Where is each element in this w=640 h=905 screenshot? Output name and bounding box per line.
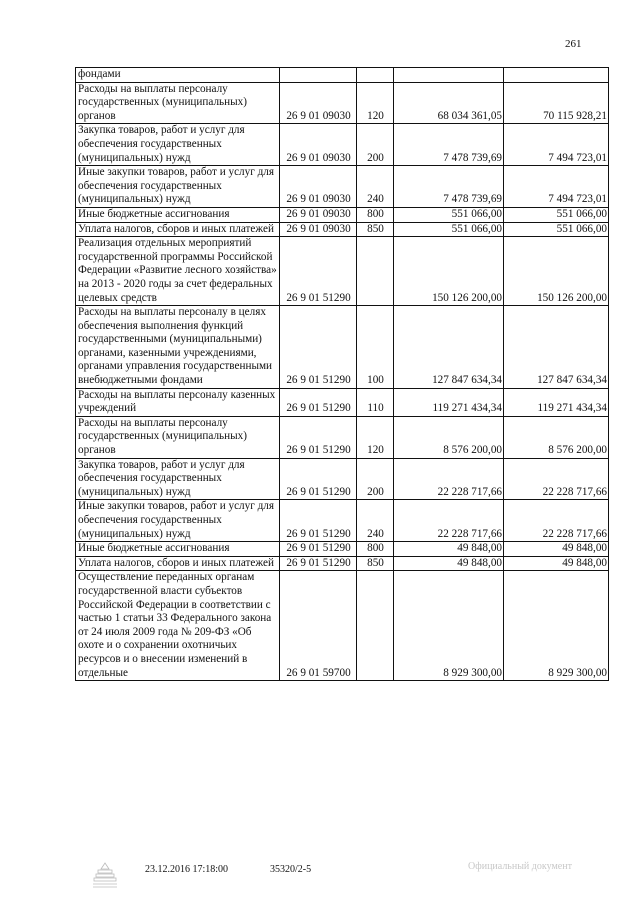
budget-table-body <box>76 68 609 681</box>
row-target-code: 26 9 01 51290 <box>280 458 357 500</box>
row-description: Уплата налогов, сборов и иных платежей <box>76 222 280 237</box>
row-amount-year2: 22 228 717,66 <box>504 500 609 542</box>
row-target-code: 26 9 01 51290 <box>280 306 357 389</box>
row-description: Реализация отдельных мероприятий государственной программы Российской Федерации «Развитие лесного хозяйства» на 2013 - 2020 годы за счет федеральных целевых средств <box>76 237 280 306</box>
row-expense-type: 200 <box>357 458 394 500</box>
row-amount-year2: 127 847 634,34 <box>504 306 609 389</box>
row-amount-year1: 68 034 361,05 <box>394 82 504 124</box>
row-amount-year1: 22 228 717,66 <box>394 500 504 542</box>
table-row <box>76 500 609 542</box>
row-amount-year1: 49 848,00 <box>394 556 504 571</box>
row-amount-year2 <box>504 68 609 83</box>
row-expense-type <box>357 571 394 681</box>
row-amount-year1: 8 576 200,00 <box>394 416 504 458</box>
row-amount-year2: 8 929 300,00 <box>504 571 609 681</box>
table-row <box>76 124 609 166</box>
stamp-datetime: 23.12.2016 17:18:00 <box>145 864 229 875</box>
row-amount-year1: 551 066,00 <box>394 207 504 222</box>
row-amount-year2: 7 494 723,01 <box>504 124 609 166</box>
stamp-doc-id: 35320/2-5 <box>270 864 312 875</box>
table-row <box>76 82 609 124</box>
row-expense-type: 850 <box>357 222 394 237</box>
row-expense-type: 800 <box>357 542 394 557</box>
row-target-code: 26 9 01 51290 <box>280 500 357 542</box>
row-amount-year2: 22 228 717,66 <box>504 458 609 500</box>
table-row <box>76 388 609 416</box>
row-amount-year1: 119 271 434,34 <box>394 388 504 416</box>
row-amount-year2: 49 848,00 <box>504 556 609 571</box>
row-description: Расходы на выплаты персоналу государственных (муниципальных) органов <box>76 82 280 124</box>
row-expense-type: 120 <box>357 82 394 124</box>
row-description: Иные закупки товаров, работ и услуг для обеспечения государственных (муниципальных) нужд <box>76 500 280 542</box>
row-target-code: 26 9 01 51290 <box>280 556 357 571</box>
row-expense-type: 200 <box>357 124 394 166</box>
row-description: фондами <box>76 68 280 83</box>
row-target-code: 26 9 01 51290 <box>280 388 357 416</box>
row-target-code: 26 9 01 09030 <box>280 207 357 222</box>
row-amount-year2: 150 126 200,00 <box>504 237 609 306</box>
table-row <box>76 237 609 306</box>
row-description: Закупка товаров, работ и услуг для обеспечения государственных (муниципальных) нужд <box>76 458 280 500</box>
row-expense-type: 800 <box>357 207 394 222</box>
row-amount-year2: 551 066,00 <box>504 207 609 222</box>
row-expense-type: 100 <box>357 306 394 389</box>
row-amount-year2: 7 494 723,01 <box>504 166 609 208</box>
row-target-code: 26 9 01 09030 <box>280 82 357 124</box>
table-row <box>76 306 609 389</box>
table-row <box>76 222 609 237</box>
row-amount-year1 <box>394 68 504 83</box>
row-amount-year1: 49 848,00 <box>394 542 504 557</box>
row-target-code: 26 9 01 51290 <box>280 416 357 458</box>
row-description: Уплата налогов, сборов и иных платежей <box>76 556 280 571</box>
row-target-code: 26 9 01 51290 <box>280 237 357 306</box>
row-amount-year1: 22 228 717,66 <box>394 458 504 500</box>
row-amount-year1: 150 126 200,00 <box>394 237 504 306</box>
row-target-code: 26 9 01 09030 <box>280 124 357 166</box>
row-description: Расходы на выплаты персоналу в целях обеспечения выполнения функций государственными (муниципальными) органами, казенными учреждениями, органами управления государственными внебюджетными фондами <box>76 306 280 389</box>
row-description: Закупка товаров, работ и услуг для обеспечения государственных (муниципальных) нужд <box>76 124 280 166</box>
row-target-code: 26 9 01 51290 <box>280 542 357 557</box>
row-amount-year1: 551 066,00 <box>394 222 504 237</box>
row-target-code <box>280 68 357 83</box>
row-expense-type <box>357 237 394 306</box>
page-number: 261 <box>565 38 582 50</box>
watermark: Официальный документ <box>468 861 572 872</box>
row-amount-year1: 7 478 739,69 <box>394 166 504 208</box>
row-description: Иные бюджетные ассигнования <box>76 207 280 222</box>
budget-table <box>75 67 609 681</box>
row-expense-type: 240 <box>357 500 394 542</box>
row-amount-year2: 119 271 434,34 <box>504 388 609 416</box>
row-expense-type: 240 <box>357 166 394 208</box>
row-expense-type: 110 <box>357 388 394 416</box>
table-row <box>76 542 609 557</box>
row-description: Иные закупки товаров, работ и услуг для обеспечения государственных (муниципальных) нужд <box>76 166 280 208</box>
row-description: Иные бюджетные ассигнования <box>76 542 280 557</box>
table-row <box>76 207 609 222</box>
table-row <box>76 68 609 83</box>
row-amount-year2: 551 066,00 <box>504 222 609 237</box>
table-row <box>76 571 609 681</box>
row-expense-type: 850 <box>357 556 394 571</box>
table-row <box>76 458 609 500</box>
row-amount-year1: 7 478 739,69 <box>394 124 504 166</box>
row-description: Расходы на выплаты персоналу казенных учреждений <box>76 388 280 416</box>
row-expense-type: 120 <box>357 416 394 458</box>
row-amount-year2: 70 115 928,21 <box>504 82 609 124</box>
row-target-code: 26 9 01 09030 <box>280 222 357 237</box>
row-amount-year1: 8 929 300,00 <box>394 571 504 681</box>
row-amount-year2: 8 576 200,00 <box>504 416 609 458</box>
row-amount-year2: 49 848,00 <box>504 542 609 557</box>
row-target-code: 26 9 01 59700 <box>280 571 357 681</box>
footer <box>0 860 640 900</box>
table-row <box>76 556 609 571</box>
row-amount-year1: 127 847 634,34 <box>394 306 504 389</box>
row-description: Осуществление переданных органам государственной власти субъектов Российской Федерации в соответствии с частью 1 статьи 33 Федерального закона от 24 июля 2009 года № 209-ФЗ «Об охоте и о сохранении охотничьих ресурсов и о внесении изменений в отдельные <box>76 571 280 681</box>
table-row <box>76 416 609 458</box>
row-description: Расходы на выплаты персоналу государственных (муниципальных) органов <box>76 416 280 458</box>
row-target-code: 26 9 01 09030 <box>280 166 357 208</box>
table-row <box>76 166 609 208</box>
emblem-icon <box>90 860 120 890</box>
row-expense-type <box>357 68 394 83</box>
